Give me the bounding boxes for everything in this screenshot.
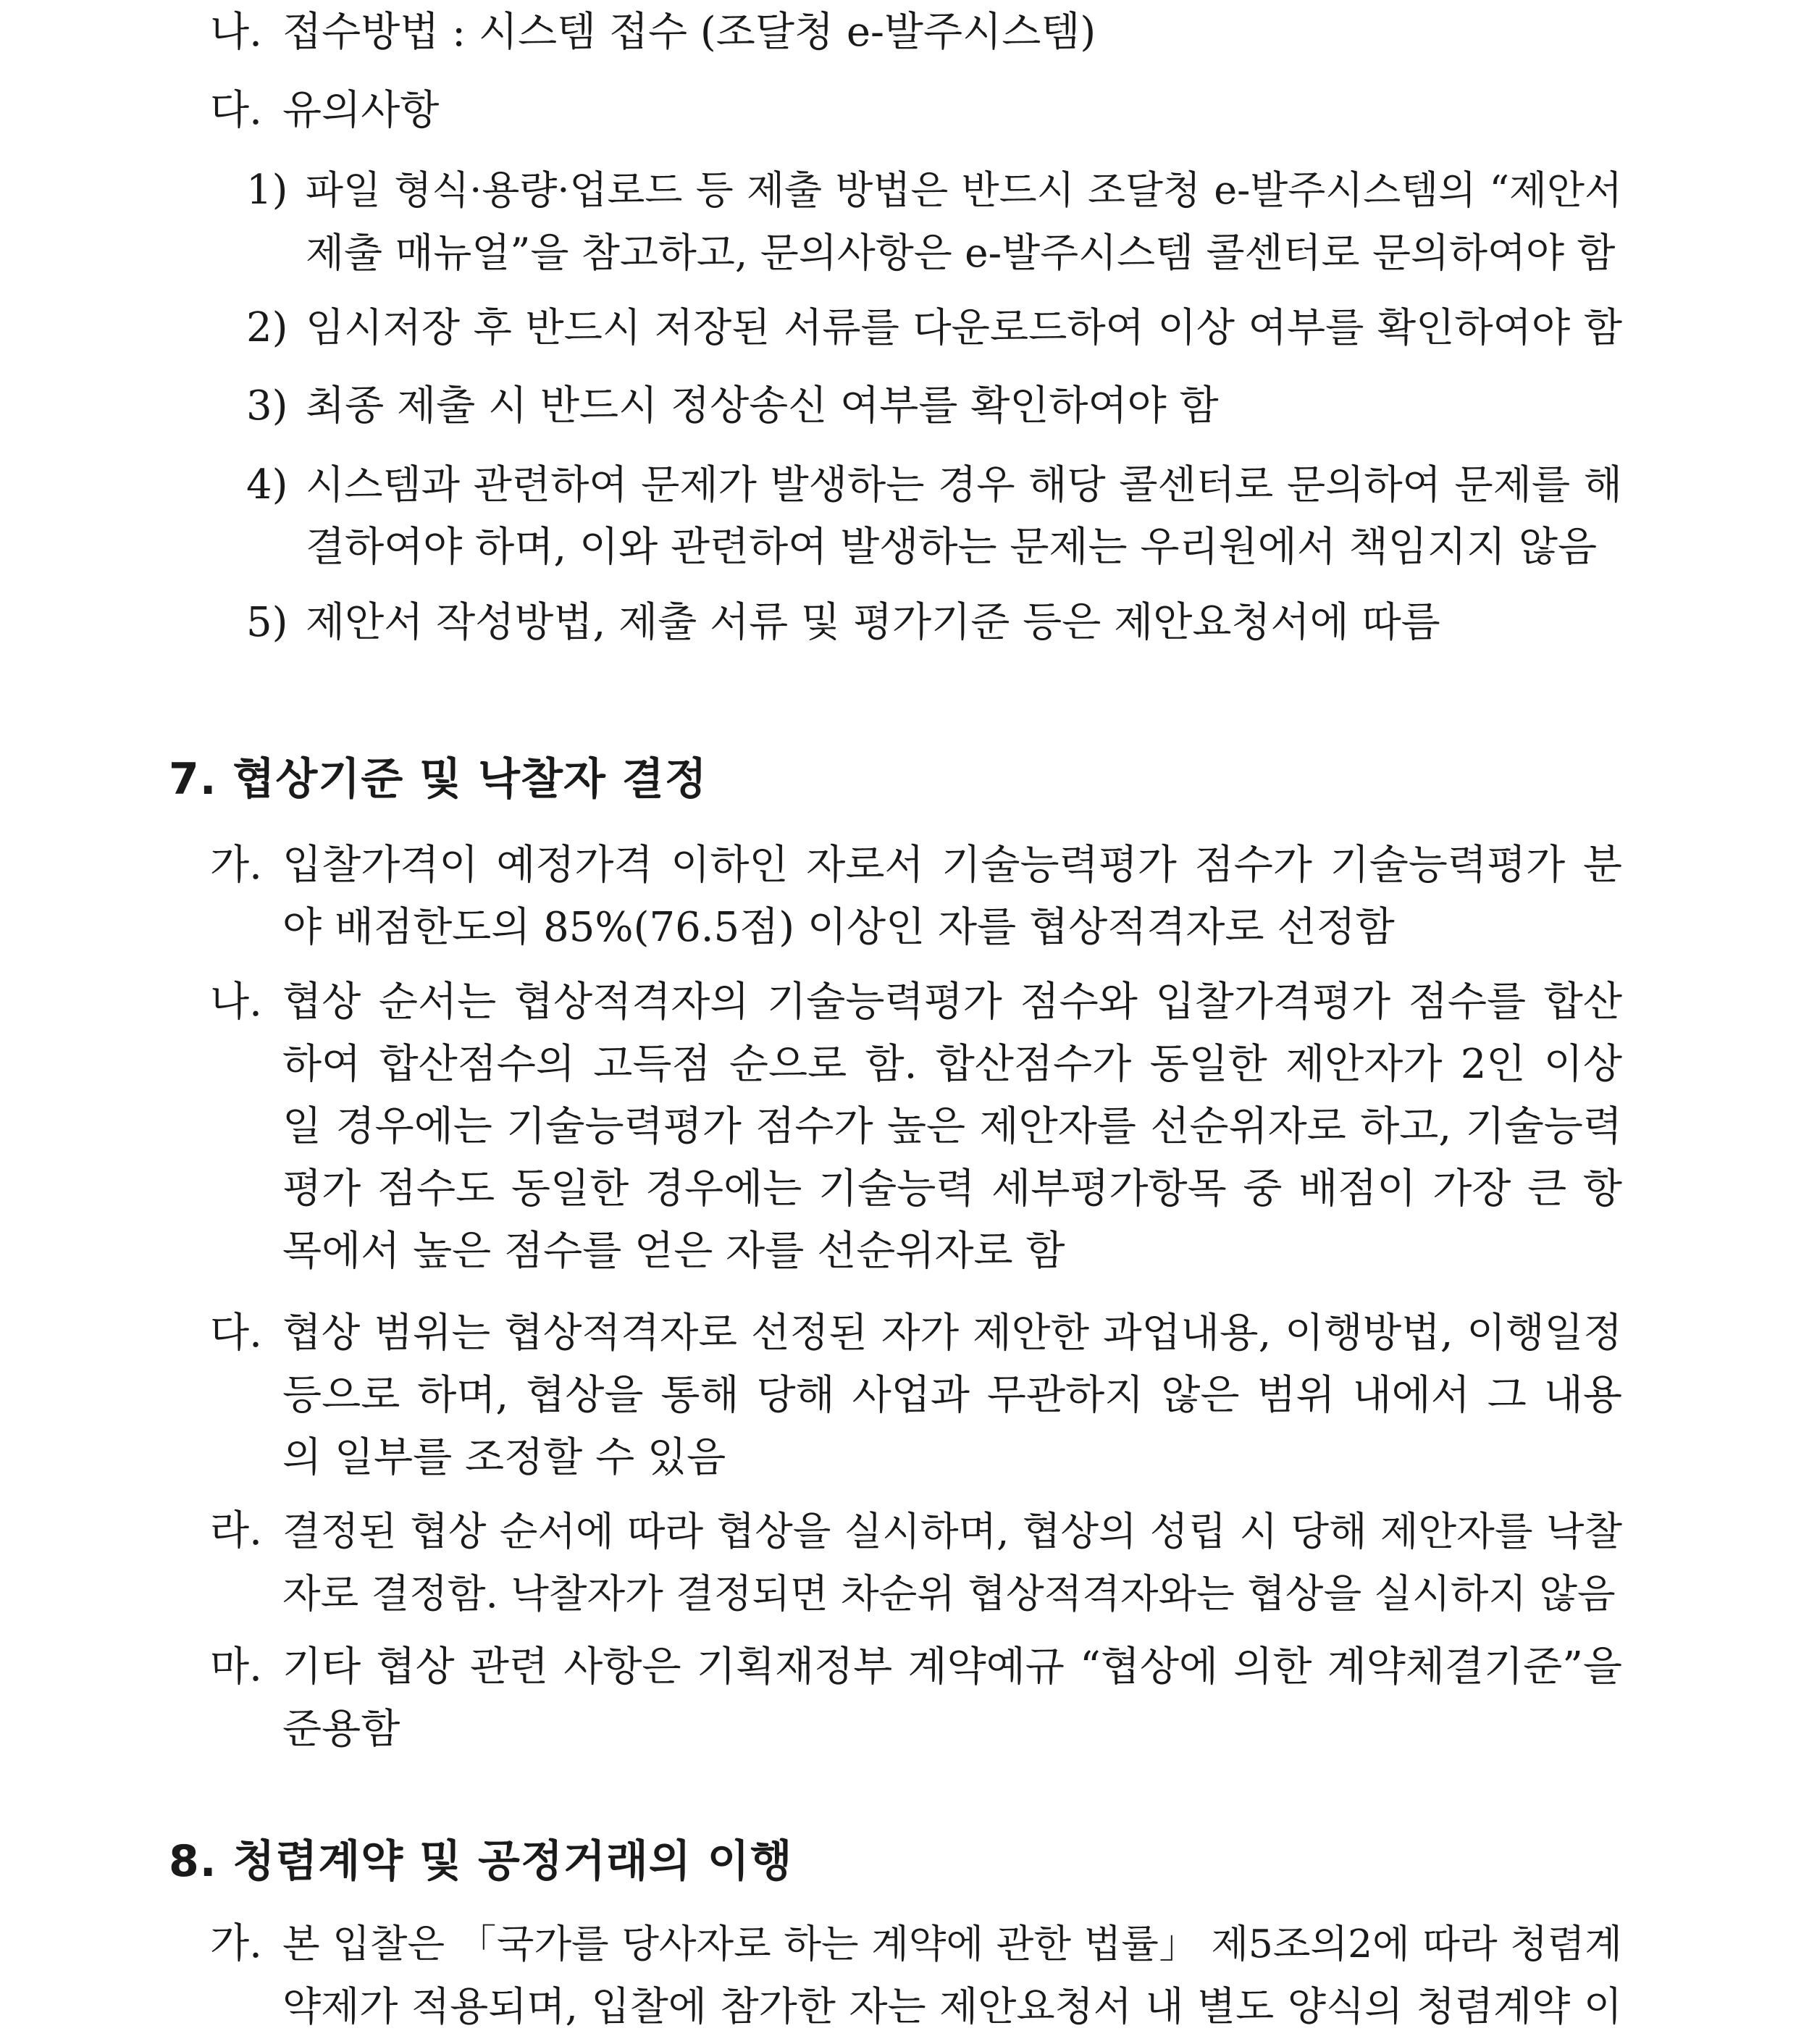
item-text-line: 유의사항 [282,87,440,134]
list-marker: 2) [246,304,288,351]
item-text-line: 시스템과 관련하여 문제가 발생하는 경우 해당 콜센터로 문의하여 문제를 해 [306,462,1622,508]
item-text-line: 약제가 적용되며, 입찰에 참가한 자는 제안요청서 내 별도 양식의 청렴계약 이 [282,1983,1622,2030]
list-marker: 나. [210,979,262,1026]
item-text-line: 등으로 하며, 협상을 통해 당해 사업과 무관하지 않은 범위 내에서 그 내용 [282,1372,1622,1419]
item-text-line: 기타 협상 관련 사항은 기획재정부 계약예규 “협상에 의한 계약체결기준”을 [282,1643,1622,1691]
list-marker: 나. [210,9,262,56]
list-marker: 라. [210,1507,262,1554]
item-text-line: 제안서 작성방법, 제출 서류 및 평가기준 등은 제안요청서에 따름 [306,599,1440,646]
section-heading-7: 7. 협상기준 및 낙찰자 결정 [169,754,708,805]
list-marker: 마. [210,1643,262,1691]
item-text-line: 입찰가격이 예정가격 이하인 자로서 기술능력평가 점수가 기술능력평가 분 [282,842,1622,889]
item-text-line: 준용함 [282,1706,400,1753]
item-text-line: 자로 결정함. 낙찰자가 결정되면 차순위 협상적격자와는 협상을 실시하지 않음 [282,1570,1616,1617]
section-heading-8: 8. 청렴계약 및 공정거래의 이행 [169,1836,793,1887]
item-text-line: 파일 형식·용량·업로드 등 제출 방법은 반드시 조달청 e-발주시스템의 “제안서 [306,167,1622,213]
list-marker: 가. [210,1920,262,1967]
item-text-line: 의 일부를 조정할 수 있음 [282,1434,726,1481]
item-text-line: 야 배점한도의 85%(76.5점) 이상인 자를 협상적격자로 선정함 [282,904,1395,951]
item-text-line: 평가 점수도 동일한 경우에는 기술능력 세부평가항목 중 배점이 가장 큰 항 [282,1165,1622,1212]
item-text-line: 임시저장 후 반드시 저장된 서류를 다운로드하여 이상 여부를 확인하여야 함 [306,305,1622,351]
item-text-line: 하여 합산점수의 고득점 순으로 함. 합산점수가 동일한 제안자가 2인 이상 [282,1041,1622,1088]
item-text-line: 최종 제출 시 반드시 정상송신 여부를 확인하여야 함 [306,382,1219,430]
list-marker: 3) [246,382,288,430]
list-marker: 가. [210,842,262,889]
item-text-line: 목에서 높은 점수를 얻은 자를 선순위자로 함 [282,1228,1065,1275]
list-marker: 4) [246,461,288,508]
item-text-line: 일 경우에는 기술능력평가 점수가 높은 제안자를 선순위자로 하고, 기술능력 [282,1103,1622,1150]
list-marker: 다. [210,87,262,134]
list-marker: 5) [246,599,288,646]
item-text-line: 접수방법 : 시스템 접수 (조달청 e-발주시스템) [282,9,1096,56]
item-text-line: 결하여야 하며, 이와 관련하여 발생하는 문제는 우리원에서 책임지지 않음 [306,524,1598,571]
item-text-line: 협상 범위는 협상적격자로 선정된 자가 제안한 과업내용, 이행방법, 이행일정 [282,1310,1622,1357]
item-text-line: 본 입찰은 「국가를 당사자로 하는 계약에 관한 법률」 제5조의2에 따라 청렴계 [282,1921,1622,1966]
list-marker: 1) [246,167,288,214]
item-text-line: 제출 매뉴얼”을 참고하고, 문의사항은 e-발주시스템 콜센터로 문의하여야 함 [306,230,1616,276]
item-text-line: 결정된 협상 순서에 따라 협상을 실시하며, 협상의 성립 시 당해 제안자를 낙찰 [282,1508,1622,1554]
item-text-line: 협상 순서는 협상적격자의 기술능력평가 점수와 입찰가격평가 점수를 합산 [282,979,1622,1026]
list-marker: 다. [210,1310,262,1357]
